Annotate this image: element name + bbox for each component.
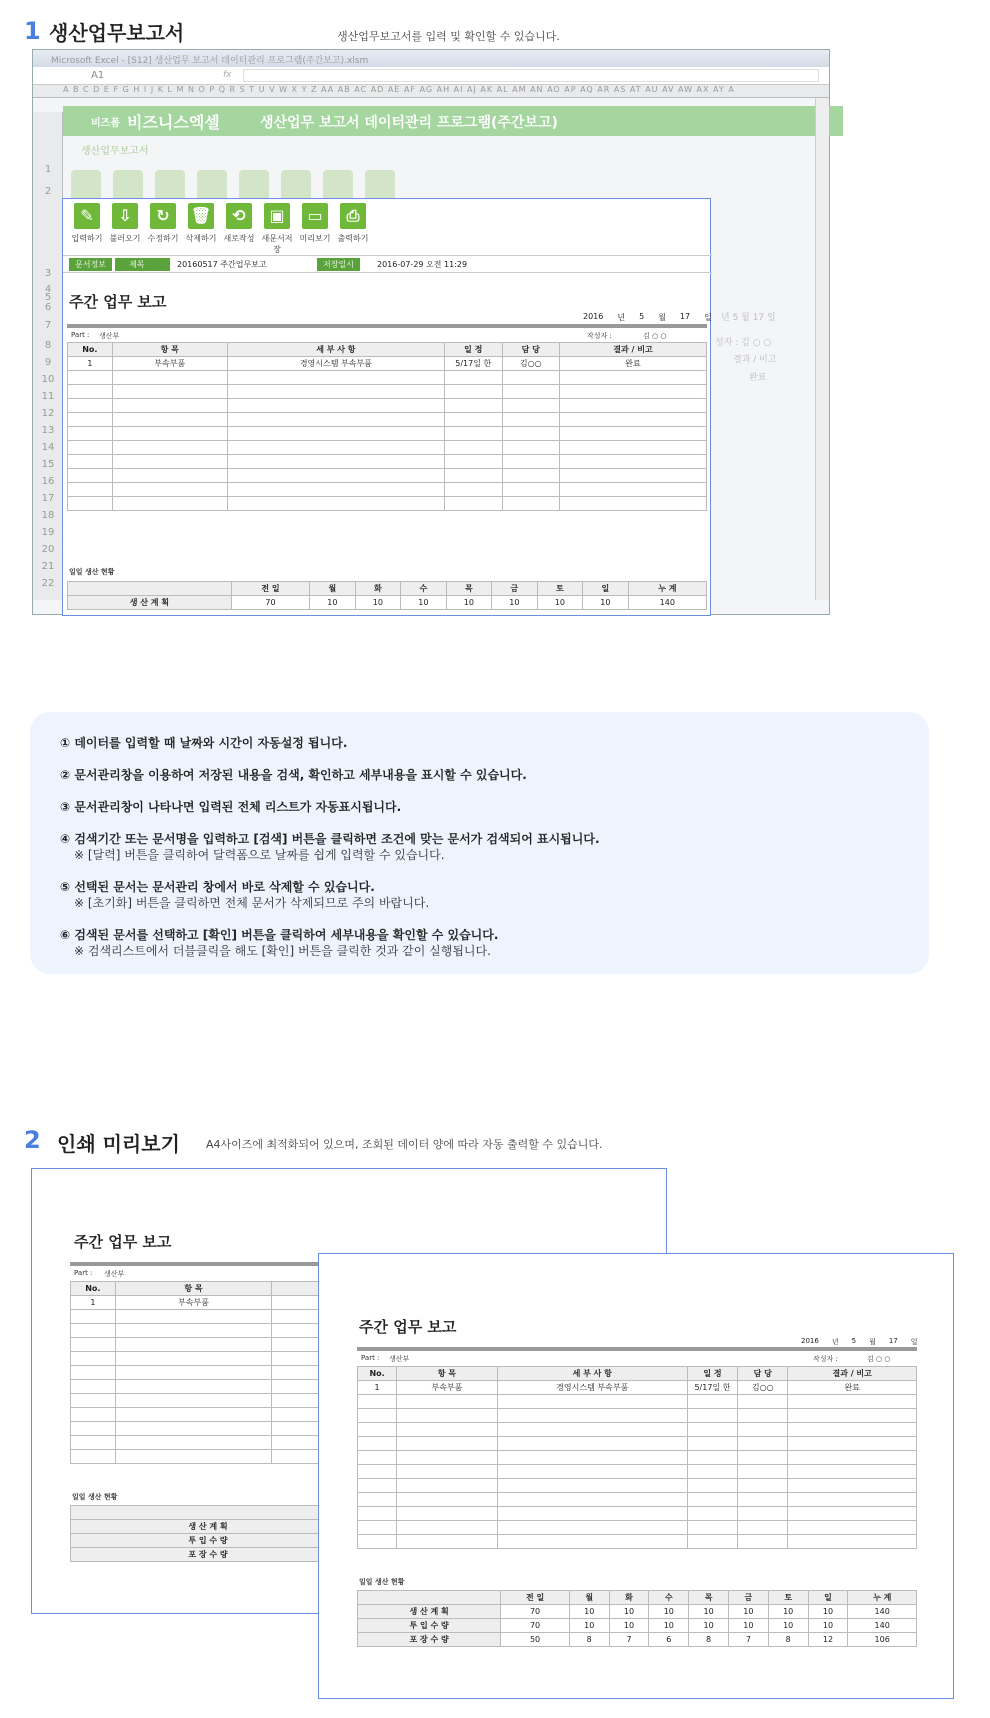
- table-header: [358, 1367, 917, 1381]
- column-header: 결과 / 비고: [788, 1367, 917, 1381]
- daily-cell: 10: [729, 1619, 769, 1633]
- front-daily-table: [357, 1590, 917, 1647]
- row-number[interactable]: 17: [41, 493, 55, 504]
- daily-cell: 10: [569, 1619, 609, 1633]
- column-header: 담 당: [738, 1367, 788, 1381]
- table-row[interactable]: [358, 1423, 917, 1437]
- preview-sheet-front: [318, 1253, 954, 1699]
- row-number[interactable]: 2: [44, 186, 52, 197]
- table-cell: 완료: [788, 1381, 917, 1395]
- table-header: [68, 343, 707, 357]
- table-cell: 1: [68, 357, 113, 371]
- column-header: 세 부 사 항: [497, 1367, 687, 1381]
- title-value[interactable]: 20160517 주간업무보고: [177, 260, 267, 269]
- toolbar-button-1[interactable]: [69, 201, 105, 244]
- program-banner: [63, 106, 843, 136]
- day-header: 금: [729, 1591, 769, 1605]
- table-row[interactable]: [358, 1479, 917, 1493]
- note-5: ⑤ 선택된 문서는 문서관리 창에서 바로 삭제할 수 있습니다.: [60, 880, 375, 894]
- day-header: 수: [649, 1591, 689, 1605]
- daily-header: [358, 1591, 917, 1605]
- table-row[interactable]: [68, 441, 707, 455]
- excel-title-bar: Microsoft Excel - [S12] 생산업무 보고서 데이터관리 프로그램(주간보고).xlsm: [33, 50, 829, 67]
- author-label: 작성자 :: [587, 332, 612, 340]
- daily-cell: 10: [689, 1605, 729, 1619]
- day-header: 화: [355, 582, 401, 596]
- section1-desc: 생산업무보고서를 입력 및 확인할 수 있습니다.: [337, 30, 560, 43]
- daily-cell: 70: [231, 596, 309, 610]
- column-header: No.: [71, 1282, 116, 1296]
- table-row[interactable]: [68, 385, 707, 399]
- table-cell: 김○○: [738, 1381, 788, 1395]
- title-label: 제목: [115, 258, 170, 271]
- daily-cell: 10: [649, 1605, 689, 1619]
- daily-cell: 70: [501, 1605, 569, 1619]
- day-header: [68, 582, 232, 596]
- note-5-sub: ※ [초기화] 버튼을 클릭하면 전체 문서가 삭제되므로 주의 바랍니다.: [74, 896, 430, 910]
- daily-cell: 생 산 계 획: [358, 1605, 501, 1619]
- row-number[interactable]: 15: [41, 459, 55, 470]
- daily-row: [68, 596, 707, 610]
- daily-cell: 6: [649, 1633, 689, 1647]
- toolbar-label: 삭제하기: [185, 234, 217, 243]
- daily-cell: 50: [501, 1633, 569, 1647]
- daily-cell: 70: [501, 1619, 569, 1633]
- fx-icon: fx: [223, 70, 232, 80]
- row-number[interactable]: 1: [44, 164, 52, 175]
- section2-number: 2: [24, 1126, 41, 1154]
- toolbar-button-8[interactable]: [335, 201, 371, 244]
- note-1: ① 데이터를 입력할 때 날짜와 시간이 자동설정 됩니다.: [60, 736, 348, 750]
- row-number[interactable]: 9: [44, 357, 52, 368]
- author-value: 김 ○ ○: [643, 332, 667, 340]
- column-header: 일 정: [445, 343, 503, 357]
- daily-cell: 12: [808, 1633, 848, 1647]
- back-daily-title: 일일 생산 현황: [72, 1493, 118, 1501]
- toolbar-button-5[interactable]: [221, 201, 257, 244]
- table-cell: 부속부품: [397, 1381, 498, 1395]
- table-cell: 1: [71, 1296, 116, 1310]
- daily-cell: 106: [848, 1633, 917, 1647]
- column-header: 일 정: [687, 1367, 737, 1381]
- note-4: ④ 검색기간 또는 문서명을 입력하고 [검색] 버튼을 클릭하면 조건에 맞는 문서가 검색되어 표시됩니다.: [60, 832, 600, 846]
- table-row[interactable]: [358, 1535, 917, 1549]
- table-cell: 부속부품: [112, 357, 227, 371]
- row-number[interactable]: 6: [44, 302, 52, 313]
- daily-row: [358, 1633, 917, 1647]
- row-number[interactable]: 20: [41, 544, 55, 555]
- daily-cell: 10: [768, 1605, 808, 1619]
- toolbar-button-3[interactable]: [145, 201, 181, 244]
- daily-cell: 10: [768, 1619, 808, 1633]
- day-header: 전 일: [231, 582, 309, 596]
- daily-cell: 10: [649, 1619, 689, 1633]
- column-header: No.: [68, 343, 113, 357]
- sheet-label: 생산업무보고서: [81, 146, 149, 157]
- column-headers: A B C D E F G H I J K L M N O P Q R S T U V W X Y Z AA AB AC AD AE AF AG AH AI AJ AK AL AM AN AO AP AQ AR AS AT AU AV AW AX AY A: [33, 85, 829, 98]
- toolbar-label: 불러오기: [109, 234, 141, 243]
- note-4-sub: ※ [달력] 버튼을 클릭하여 달력폼으로 날짜를 쉽게 입력할 수 있습니다.: [74, 848, 445, 862]
- toolbar-button-4[interactable]: [183, 201, 219, 244]
- table-cell: 1: [358, 1381, 397, 1395]
- table-cell: 5/17일 한: [445, 357, 503, 371]
- table-row[interactable]: [358, 1521, 917, 1535]
- load-icon: ⇩: [110, 201, 140, 231]
- table-row[interactable]: [358, 1381, 917, 1395]
- report-form-window: [62, 198, 711, 616]
- formula-bar[interactable]: [243, 69, 819, 82]
- column-header: 담 당: [502, 343, 560, 357]
- note-3: ③ 문서관리창이 나타나면 입력된 전체 리스트가 자동표시됩니다.: [60, 800, 402, 814]
- table-cell: 경영시스템 부속부품: [497, 1381, 687, 1395]
- section2-desc: A4사이즈에 최적화되어 있으며, 조회된 데이터 양에 따라 자동 출력할 수 있습니다.: [206, 1138, 603, 1151]
- table-cell: 경영시스템 부속부품: [227, 357, 444, 371]
- table-row[interactable]: [358, 1451, 917, 1465]
- row-number[interactable]: 5: [44, 292, 52, 303]
- part-label: Part :: [71, 331, 90, 339]
- input-icon: ✎: [72, 201, 102, 231]
- daily-cell: 10: [808, 1605, 848, 1619]
- toolbar-button-2[interactable]: [107, 201, 143, 244]
- section1-number: 1: [24, 17, 41, 45]
- daily-cell: 10: [609, 1605, 649, 1619]
- day-header: 토: [537, 582, 583, 596]
- daily-row: [358, 1605, 917, 1619]
- daily-title: 일일 생산 현황: [69, 568, 115, 576]
- column-header: 항 목: [112, 343, 227, 357]
- column-header: 항 목: [115, 1282, 272, 1296]
- day-header: 금: [492, 582, 538, 596]
- column-header: 세 부 사 항: [227, 343, 444, 357]
- toolbar-label: 미리보기: [299, 234, 331, 243]
- note-6-sub: ※ 검색리스트에서 더블클릭을 해도 [확인] 버튼을 클릭한 것과 같이 실행됩니다.: [74, 944, 491, 958]
- toolbar-label: 새로작성: [223, 234, 255, 243]
- report-title: 주간 업무 보고: [69, 293, 167, 311]
- toolbar-button-6[interactable]: [259, 201, 295, 255]
- table-row[interactable]: [358, 1409, 917, 1423]
- table-row[interactable]: [68, 413, 707, 427]
- day-header: 일: [583, 582, 629, 596]
- table-row[interactable]: [358, 1395, 917, 1409]
- table-cell: 5/17일 한: [687, 1381, 737, 1395]
- column-header: No.: [358, 1367, 397, 1381]
- day-header: [71, 1506, 346, 1520]
- task-table: [67, 342, 707, 511]
- day-header: 토: [768, 1591, 808, 1605]
- daily-cell: 10: [401, 596, 447, 610]
- behind-col: 결과 / 비고: [733, 355, 777, 365]
- daily-cell: 10: [569, 1605, 609, 1619]
- daily-table: [67, 581, 707, 610]
- daily-cell: 10: [729, 1605, 769, 1619]
- back-report-title: 주간 업무 보고: [74, 1233, 172, 1251]
- front-report-title: 주간 업무 보고: [359, 1318, 457, 1336]
- saved-label: 저장일시: [317, 258, 360, 271]
- table-row[interactable]: [358, 1507, 917, 1521]
- daily-cell: 생 산 계 획: [71, 1520, 346, 1534]
- table-row[interactable]: [68, 427, 707, 441]
- toolbar-label: 새문서저장: [261, 234, 293, 254]
- part-value: 생산부: [99, 332, 120, 340]
- doc-info-label: 문서정보: [69, 258, 112, 271]
- daily-cell: 10: [808, 1619, 848, 1633]
- cell-ref-box[interactable]: A1: [91, 70, 105, 81]
- daily-cell: 7: [729, 1633, 769, 1647]
- day-header: 월: [569, 1591, 609, 1605]
- day-header: 화: [609, 1591, 649, 1605]
- day-header: 전 일: [501, 1591, 569, 1605]
- row-number[interactable]: 12: [41, 408, 55, 419]
- front-part-label: Part :: [361, 1354, 380, 1362]
- day-header: 수: [401, 582, 447, 596]
- row-number[interactable]: 19: [41, 527, 55, 538]
- behind-date: 년 5 월 17 일: [721, 313, 776, 323]
- row-number[interactable]: 21: [41, 561, 55, 572]
- table-row[interactable]: [358, 1437, 917, 1451]
- row-number[interactable]: 7: [44, 320, 52, 331]
- daily-cell: 10: [355, 596, 401, 610]
- row-number[interactable]: 4: [44, 284, 52, 295]
- edit-icon: ↻: [148, 201, 178, 231]
- column-header: 항 목: [397, 1367, 498, 1381]
- save-as-icon: ▣: [262, 201, 292, 231]
- table-row[interactable]: [358, 1465, 917, 1479]
- back-part-label: Part :: [74, 1269, 93, 1277]
- back-part-value: 생산부: [104, 1270, 125, 1278]
- daily-cell: 투 입 수 량: [71, 1534, 346, 1548]
- row-number[interactable]: 16: [41, 476, 55, 487]
- front-task-table: [357, 1366, 917, 1549]
- daily-cell: 8: [569, 1633, 609, 1647]
- daily-cell: 10: [446, 596, 492, 610]
- row-number[interactable]: 8: [44, 340, 52, 351]
- daily-cell: 7: [609, 1633, 649, 1647]
- daily-cell: 10: [310, 596, 356, 610]
- row-number[interactable]: 18: [41, 510, 55, 521]
- front-daily-title: 일일 생산 현황: [359, 1578, 405, 1586]
- vertical-scrollbar[interactable]: [815, 98, 829, 600]
- daily-cell: 투 입 수 량: [358, 1619, 501, 1633]
- row-number[interactable]: 3: [44, 268, 52, 279]
- day-header: 누 계: [628, 582, 706, 596]
- table-row[interactable]: [68, 483, 707, 497]
- preview-icon: ▭: [300, 201, 330, 231]
- behind-author: 성자 : 김 ○ ○: [715, 338, 772, 348]
- daily-cell: 10: [609, 1619, 649, 1633]
- daily-cell: 8: [689, 1633, 729, 1647]
- toolbar-button-7[interactable]: [297, 201, 333, 244]
- behind-result: 완료: [749, 373, 767, 383]
- day-header: 목: [446, 582, 492, 596]
- row-number[interactable]: 14: [41, 442, 55, 453]
- front-part-value: 생산부: [389, 1355, 410, 1363]
- daily-cell: 140: [848, 1619, 917, 1633]
- program-title: 생산업무 보고서 데이터관리 프로그램(주간보고): [260, 115, 558, 131]
- table-cell: 부속부품: [115, 1296, 272, 1310]
- table-cell: 김○○: [502, 357, 560, 371]
- daily-cell: 10: [689, 1619, 729, 1633]
- daily-row: [358, 1619, 917, 1633]
- daily-cell: 포 장 수 량: [71, 1548, 346, 1562]
- saved-value: 2016-07-29 오전 11:29: [377, 260, 468, 269]
- table-row[interactable]: [68, 497, 707, 511]
- daily-cell: 포 장 수 량: [358, 1633, 501, 1647]
- table-row[interactable]: [68, 399, 707, 413]
- day-header: 목: [689, 1591, 729, 1605]
- note-6: ⑥ 검색된 문서를 선택하고 [확인] 버튼을 클릭하여 세부내용을 확인할 수 있습니다.: [60, 928, 499, 942]
- front-author-label: 작성자 :: [813, 1355, 838, 1363]
- table-row[interactable]: [68, 371, 707, 385]
- section1-title: 생산업무보고서: [49, 21, 185, 45]
- row-number[interactable]: 22: [41, 578, 55, 589]
- brand-name: 비즈니스엑셀: [127, 113, 220, 132]
- report-date: 2016 년 5 월 17 일: [583, 312, 712, 322]
- table-row[interactable]: [68, 357, 707, 371]
- row-headers: [33, 112, 63, 600]
- section2-title: 인쇄 미리보기: [57, 1132, 180, 1156]
- daily-cell: 10: [537, 596, 583, 610]
- day-header: [358, 1591, 501, 1605]
- daily-cell: 140: [628, 596, 706, 610]
- day-header: 일: [808, 1591, 848, 1605]
- row-number[interactable]: 11: [41, 391, 55, 402]
- front-report-date: 2016 년 5 월 17 일: [801, 1337, 918, 1346]
- table-row[interactable]: [68, 455, 707, 469]
- daily-cell: 10: [492, 596, 538, 610]
- brand-small: 비즈폼: [91, 118, 120, 129]
- table-cell: 완료: [560, 357, 707, 371]
- daily-cell: 생 산 계 획: [68, 596, 232, 610]
- front-author-value: 김 ○ ○: [867, 1355, 891, 1363]
- daily-cell: 8: [768, 1633, 808, 1647]
- table-row[interactable]: [358, 1493, 917, 1507]
- note-2: ② 문서관리창을 이용하여 저장된 내용을 검색, 확인하고 세부내용을 표시할 수 있습니다.: [60, 768, 527, 782]
- column-header: 결과 / 비고: [560, 343, 707, 357]
- new-icon: ⟲: [224, 201, 254, 231]
- toolbar-label: 입력하기: [71, 234, 103, 243]
- daily-cell: 140: [848, 1605, 917, 1619]
- feature-notes: [30, 712, 929, 974]
- row-number[interactable]: 13: [41, 425, 55, 436]
- day-header: 누 계: [848, 1591, 917, 1605]
- toolbar-label: 출력하기: [337, 234, 369, 243]
- toolbar-label: 수정하기: [147, 234, 179, 243]
- print-icon: ⎙: [338, 201, 368, 231]
- row-number[interactable]: 10: [41, 374, 55, 385]
- daily-cell: 10: [583, 596, 629, 610]
- table-row[interactable]: [68, 469, 707, 483]
- day-header: 월: [310, 582, 356, 596]
- delete-icon: 🗑: [186, 201, 216, 231]
